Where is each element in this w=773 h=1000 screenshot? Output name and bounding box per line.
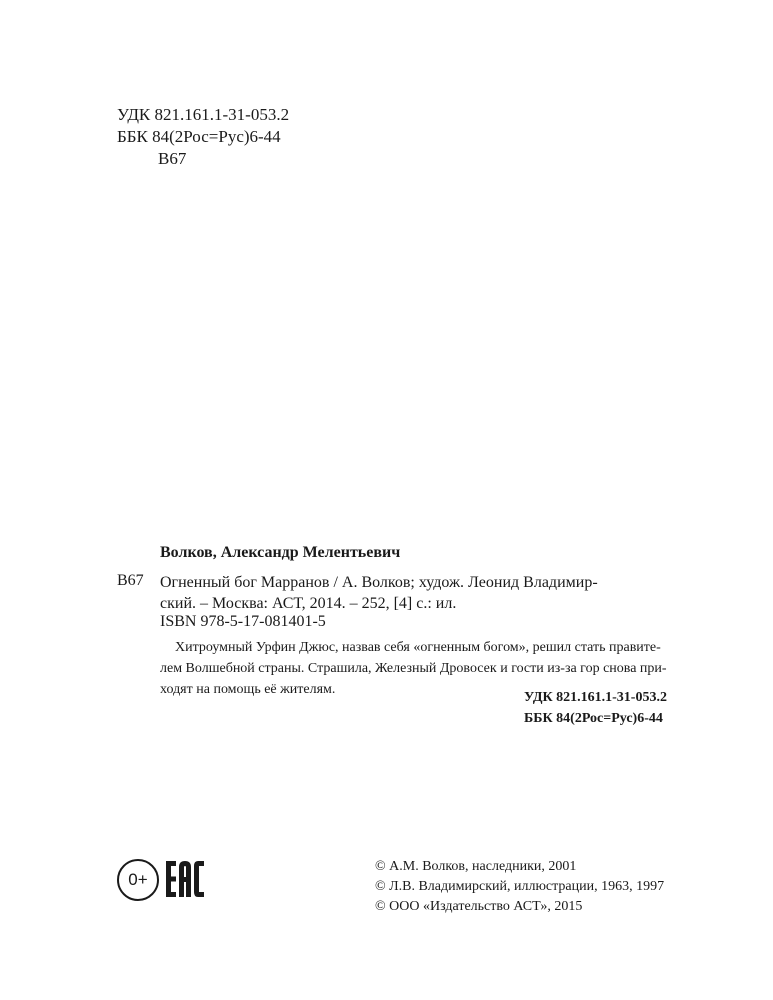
author-mark: В67 <box>158 149 187 168</box>
annotation-line: ходят на помощь её жителям. <box>160 682 336 697</box>
copyright-line: © ООО «Издательство АСТ», 2015 <box>375 899 583 914</box>
catalog-classification-codes <box>524 687 667 729</box>
age-rating-label: 0+ <box>128 870 148 889</box>
udk-code: УДК 821.161.1-31-053.2 <box>117 105 290 124</box>
copyright-notices <box>375 857 664 917</box>
eac-certification-icon <box>165 859 205 899</box>
annotation-line: Хитроумный Урфин Джюс, назвав себя «огненным богом», решил стать правите- <box>175 640 661 655</box>
annotation-line: лем Волшебной страны. Страшила, Железный Дровосек и гости из-за гор снова при- <box>160 661 667 676</box>
catalog-bbk-code: ББК 84(2Рос=Рус)6-44 <box>524 711 663 726</box>
catalog-entry <box>160 572 598 614</box>
catalog-udk-code: УДК 821.161.1-31-053.2 <box>524 690 667 705</box>
copyright-line: © А.М. Волков, наследники, 2001 <box>375 859 577 874</box>
catalog-author: Волков, Александр Мелентьевич <box>160 544 401 561</box>
age-rating-badge <box>117 859 159 901</box>
catalog-entry-line: Огненный бог Марранов / А. Волков; худож. Леонид Владимир- <box>160 574 598 591</box>
catalog-entry-line: ский. – Москва: АСТ, 2014. – 252, [4] с.: ил. <box>160 595 457 612</box>
copyright-line: © Л.В. Владимирский, иллюстрации, 1963, 1997 <box>375 879 665 894</box>
catalog-author-mark: В67 <box>117 572 144 589</box>
top-classification-codes <box>117 104 289 170</box>
bbk-code: ББК 84(2Рос=Рус)6-44 <box>117 127 281 146</box>
isbn: ISBN 978-5-17-081401-5 <box>160 613 326 630</box>
